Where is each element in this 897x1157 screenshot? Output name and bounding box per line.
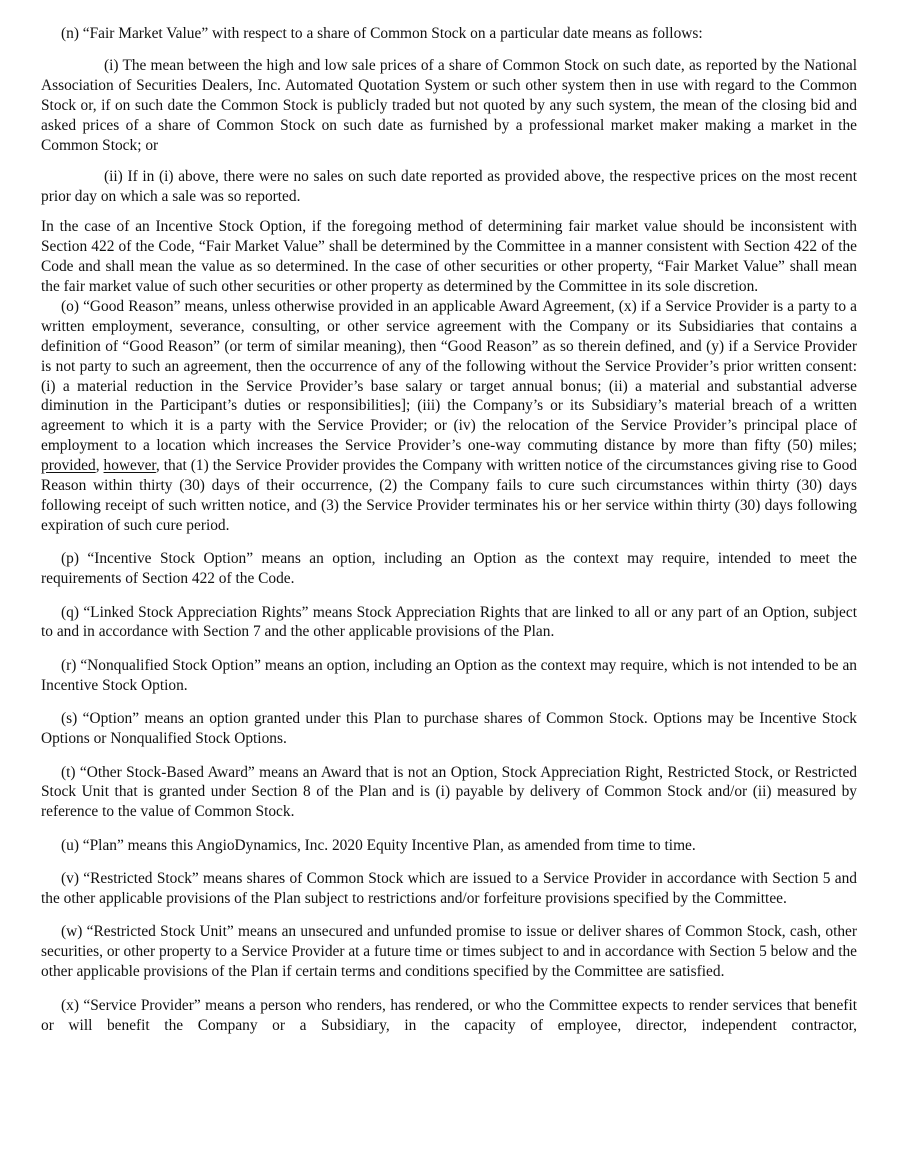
however-underlined: however: [103, 457, 156, 475]
definition-x-service-provider: (x) “Service Provider” means a person who renders, has rendered, or who the Committee expects to render services that benefit or will benefit the Company or a Subsidiary, in the capacity of employee, director, independent contractor,: [41, 996, 857, 1034]
comma: ,: [95, 457, 104, 475]
definition-n-subclause-i: (i) The mean between the high and low sale prices of a share of Common Stock on such date, as reported by the National Association of Securities Dealers, Inc. Automated Quotation System or such other system then in use with regard to the Common Stock or, if on such date the Common Stock is publicly traded but not quoted by any such system, the mean of the closing bid and asked prices of a share of Common Stock on such date as furnished by a professional market maker making a market in the Common Stock; or: [41, 56, 857, 154]
definition-s-option: (s) “Option” means an option granted under this Plan to purchase shares of Common Stock. Options may be Incentive Stock Options or Nonqualified Stock Options.: [41, 710, 857, 748]
definition-q-linked-sar: (q) “Linked Stock Appreciation Rights” means Stock Appreciation Rights that are linked to all or any part of an Option, subject to and in accordance with Section 7 and the other applicable provisions of the Plan.: [41, 603, 857, 641]
document-page: [41, 24, 857, 1035]
definition-n-fair-market-value: (n) “Fair Market Value” with respect to a share of Common Stock on a particular date means as follows:: [61, 25, 703, 42]
definition-o-good-reason: [41, 297, 857, 536]
definition-r-nonqualified-stock-option: (r) “Nonqualified Stock Option” means an option, including an Option as the context may require, which is not intended to be an Incentive Stock Option.: [41, 656, 857, 694]
provided-underlined: provided: [41, 457, 96, 475]
definition-p-incentive-stock-option: (p) “Incentive Stock Option” means an option, including an Option as the context may require, intended to meet the requirements of Section 422 of the Code.: [41, 550, 857, 588]
definition-n-subclause-ii: (ii) If in (i) above, there were no sales on such date reported as provided above, the respective prices on the most recent prior day on which a sale was so reported.: [41, 168, 857, 206]
definition-v-restricted-stock: (v) “Restricted Stock” means shares of Common Stock which are issued to a Service Provider in accordance with Section 5 and the other applicable provisions of the Plan subject to restrictions and/or forfeiture provisions specified by the Committee.: [41, 870, 857, 908]
definition-n-iso-note: In the case of an Incentive Stock Option, if the foregoing method of determining fair market value should be inconsistent with Section 422 of the Code, “Fair Market Value” shall be determined by the Committee in a manner consistent with Section 422 of the Code and shall mean the value as so determined. In the case of other securities or other property, “Fair Market Value” shall mean the fair market value of such other securities or other property as determined by the Committee in its sole discretion.: [41, 218, 857, 295]
definition-w-restricted-stock-unit: (w) “Restricted Stock Unit” means an unsecured and unfunded promise to issue or deliver shares of Common Stock, cash, other securities, or other property to a Service Provider at a future time or times subject to and in accordance with Section 5 below and the other applicable provisions of the Plan if certain terms and conditions specified by the Committee are satisfied.: [41, 923, 857, 981]
definition-u-plan: (u) “Plan” means this AngioDynamics, Inc. 2020 Equity Incentive Plan, as amended from time to time.: [61, 836, 696, 854]
definition-o-text-2: , that (1) the Service Provider provides the Company with written notice of the circumstances giving rise to Good Reason within thirty (30) days of their occurrence, (2) the Company fails to cure such circumstances within thirty (30) days following receipt of such written notice, and (3) the Service Provider terminates his or her service within thirty (30) days following expiration of such cure period.: [41, 457, 857, 534]
definition-t-other-stock-based-award: (t) “Other Stock-Based Award” means an Award that is not an Option, Stock Appreciation Right, Restricted Stock, or Restricted Stock Unit that is granted under Section 8 of the Plan and is (i) payable by delivery of Common Stock and/or (ii) measured by reference to the value of Common Stock.: [41, 763, 857, 821]
definition-o-text-1: (o) “Good Reason” means, unless otherwise provided in an applicable Award Agreement, (x) if a Service Provider is a party to a written employment, severance, consulting, or other service agreement with the Company or its Subsidiaries that contains a definition of “Good Reason” (or term of similar meaning), then “Good Reason” as so therein defined, and (y) if a Service Provider is not party to such an agreement, then the occurrence of any of the following without the Service Provider’s prior written consent: (i) a material reduction in the Service Provider’s base salary or target annual bonus; (ii) a material and substantial adverse diminution in the Participant’s duties or responsibilities]; (iii) the Company’s or its Subsidiary’s material breach of a written agreement to which it is a party with the Service Provider; or (iv) the relocation of the Service Provider’s principal place of employment to a location which increases the Service Provider’s one-way commuting distance by more than fifty (50) miles;: [41, 297, 857, 455]
